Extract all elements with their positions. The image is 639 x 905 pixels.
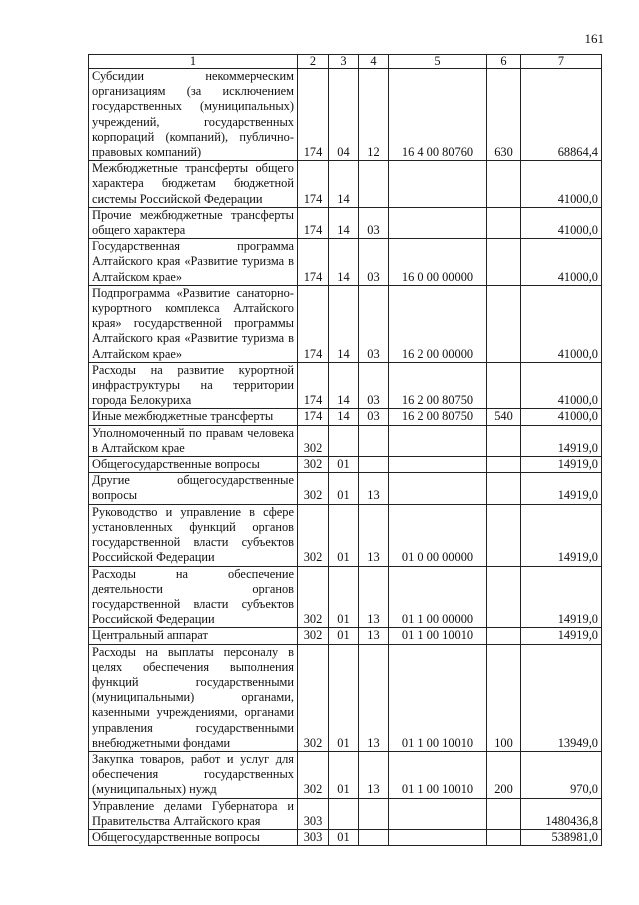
target-article-cell [389,457,487,473]
page-number: 161 [584,31,604,46]
section-cell: 14 [329,207,359,238]
amount-cell: 14919,0 [521,504,602,566]
expense-type-cell: 200 [487,751,521,798]
admin-code-cell: 302 [298,751,329,798]
target-article-cell: 01 0 00 00000 [389,504,487,566]
subsection-cell: 03 [359,285,389,362]
target-article-cell: 16 4 00 80760 [389,69,487,161]
target-article-cell: 16 2 00 00000 [389,285,487,362]
expense-type-cell [487,473,521,504]
expense-type-cell [487,207,521,238]
target-article-cell: 01 1 00 10010 [389,628,487,644]
row-description: Расходы на обеспечение деятельности органов государственной власти субъектов Российской Федерации [89,566,298,628]
table-row [89,425,602,456]
header-row [89,55,602,69]
amount-cell: 13949,0 [521,644,602,751]
subsection-cell: 13 [359,751,389,798]
expense-type-cell: 540 [487,409,521,425]
section-cell: 01 [329,628,359,644]
subsection-cell: 13 [359,504,389,566]
amount-cell: 41000,0 [521,409,602,425]
expense-type-cell [487,161,521,208]
row-description: Расходы на развитие курортной инфраструктуры на территории города Белокуриха [89,362,298,409]
row-description: Расходы на выплаты персоналу в целях обеспечения выполнения функций государственными (муниципальными) органами, казенными учреждениями, органами управления государственными внебюджетными фондами [89,644,298,751]
row-description: Другие общегосударственные вопросы [89,473,298,504]
section-cell: 04 [329,69,359,161]
row-description: Иные межбюджетные трансферты [89,409,298,425]
section-cell [329,798,359,829]
amount-cell: 14919,0 [521,628,602,644]
target-article-cell [389,425,487,456]
subsection-cell: 13 [359,566,389,628]
target-article-cell: 16 0 00 00000 [389,239,487,286]
budget-table [88,54,602,846]
target-article-cell [389,829,487,845]
admin-code-cell: 174 [298,69,329,161]
column-header: 5 [389,55,487,69]
section-cell: 14 [329,285,359,362]
section-cell: 01 [329,473,359,504]
target-article-cell: 01 1 00 00000 [389,566,487,628]
row-description: Управление делами Губернатора и Правительства Алтайского края [89,798,298,829]
table-row [89,628,602,644]
admin-code-cell: 303 [298,829,329,845]
expense-type-cell [487,829,521,845]
subsection-cell: 03 [359,362,389,409]
subsection-cell: 12 [359,69,389,161]
table-row [89,644,602,751]
target-article-cell: 01 1 00 10010 [389,644,487,751]
target-article-cell: 01 1 00 10010 [389,751,487,798]
target-article-cell [389,798,487,829]
table-row [89,473,602,504]
column-header: 7 [521,55,602,69]
expense-type-cell [487,628,521,644]
section-cell: 14 [329,161,359,208]
row-description: Руководство и управление в сфере установленных функций органов государственной власти субъектов Российской Федерации [89,504,298,566]
section-cell: 14 [329,239,359,286]
subsection-cell: 13 [359,644,389,751]
subsection-cell: 03 [359,409,389,425]
admin-code-cell: 174 [298,285,329,362]
admin-code-cell: 302 [298,628,329,644]
amount-cell: 14919,0 [521,566,602,628]
column-header: 2 [298,55,329,69]
row-description: Общегосударственные вопросы [89,457,298,473]
admin-code-cell: 302 [298,473,329,504]
column-header: 6 [487,55,521,69]
section-cell: 01 [329,566,359,628]
admin-code-cell: 174 [298,161,329,208]
admin-code-cell: 303 [298,798,329,829]
expense-type-cell: 100 [487,644,521,751]
row-description: Государственная программа Алтайского края «Развитие туризма в Алтайском крае» [89,239,298,286]
subsection-cell [359,161,389,208]
row-description: Подпрограмма «Развитие санаторно-курортного комплекса Алтайского края» государственной программы Алтайского края «Развитие туризма в Алтайском крае» [89,285,298,362]
table-row [89,566,602,628]
expense-type-cell [487,504,521,566]
expense-type-cell [487,425,521,456]
table-row [89,504,602,566]
subsection-cell: 13 [359,628,389,644]
column-header: 3 [329,55,359,69]
table-row [89,239,602,286]
expense-type-cell [487,457,521,473]
target-article-cell [389,207,487,238]
amount-cell: 41000,0 [521,239,602,286]
table-row [89,207,602,238]
expense-type-cell [487,239,521,286]
table-row [89,69,602,161]
row-description: Общегосударственные вопросы [89,829,298,845]
amount-cell: 68864,4 [521,69,602,161]
subsection-cell [359,425,389,456]
column-header: 1 [89,55,298,69]
amount-cell: 14919,0 [521,457,602,473]
table-row [89,161,602,208]
amount-cell: 41000,0 [521,285,602,362]
row-description: Прочие межбюджетные трансферты общего характера [89,207,298,238]
row-description: Межбюджетные трансферты общего характера бюджетам бюджетной системы Российской Федерации [89,161,298,208]
section-cell: 01 [329,504,359,566]
subsection-cell [359,457,389,473]
admin-code-cell: 302 [298,644,329,751]
subsection-cell: 03 [359,207,389,238]
table-body [89,69,602,846]
subsection-cell [359,798,389,829]
section-cell: 01 [329,829,359,845]
row-description: Уполномоченный по правам человека в Алтайском крае [89,425,298,456]
admin-code-cell: 302 [298,504,329,566]
table-row [89,457,602,473]
subsection-cell: 13 [359,473,389,504]
target-article-cell [389,161,487,208]
amount-cell: 14919,0 [521,473,602,504]
table-row [89,751,602,798]
expense-type-cell [487,798,521,829]
amount-cell: 538981,0 [521,829,602,845]
expense-type-cell [487,566,521,628]
section-cell: 14 [329,362,359,409]
table-row [89,362,602,409]
table-row [89,798,602,829]
subsection-cell [359,829,389,845]
row-description: Субсидии некоммерческим организациям (за исключением государственных (муниципальных) учреждений, государственных корпораций (компаний), публично-правовых компаний) [89,69,298,161]
section-cell [329,425,359,456]
amount-cell: 41000,0 [521,161,602,208]
target-article-cell: 16 2 00 80750 [389,362,487,409]
table-row [89,409,602,425]
admin-code-cell: 174 [298,409,329,425]
expense-type-cell [487,285,521,362]
amount-cell: 41000,0 [521,207,602,238]
target-article-cell: 16 2 00 80750 [389,409,487,425]
row-description: Закупка товаров, работ и услуг для обеспечения государственных (муниципальных) нужд [89,751,298,798]
admin-code-cell: 302 [298,425,329,456]
admin-code-cell: 174 [298,207,329,238]
expense-type-cell [487,362,521,409]
amount-cell: 1480436,8 [521,798,602,829]
admin-code-cell: 302 [298,566,329,628]
table-row [89,829,602,845]
amount-cell: 41000,0 [521,362,602,409]
admin-code-cell: 174 [298,362,329,409]
section-cell: 01 [329,457,359,473]
section-cell: 01 [329,751,359,798]
subsection-cell: 03 [359,239,389,286]
row-description: Центральный аппарат [89,628,298,644]
target-article-cell [389,473,487,504]
section-cell: 14 [329,409,359,425]
admin-code-cell: 174 [298,239,329,286]
column-header: 4 [359,55,389,69]
admin-code-cell: 302 [298,457,329,473]
section-cell: 01 [329,644,359,751]
amount-cell: 970,0 [521,751,602,798]
amount-cell: 14919,0 [521,425,602,456]
table-row [89,285,602,362]
expense-type-cell: 630 [487,69,521,161]
